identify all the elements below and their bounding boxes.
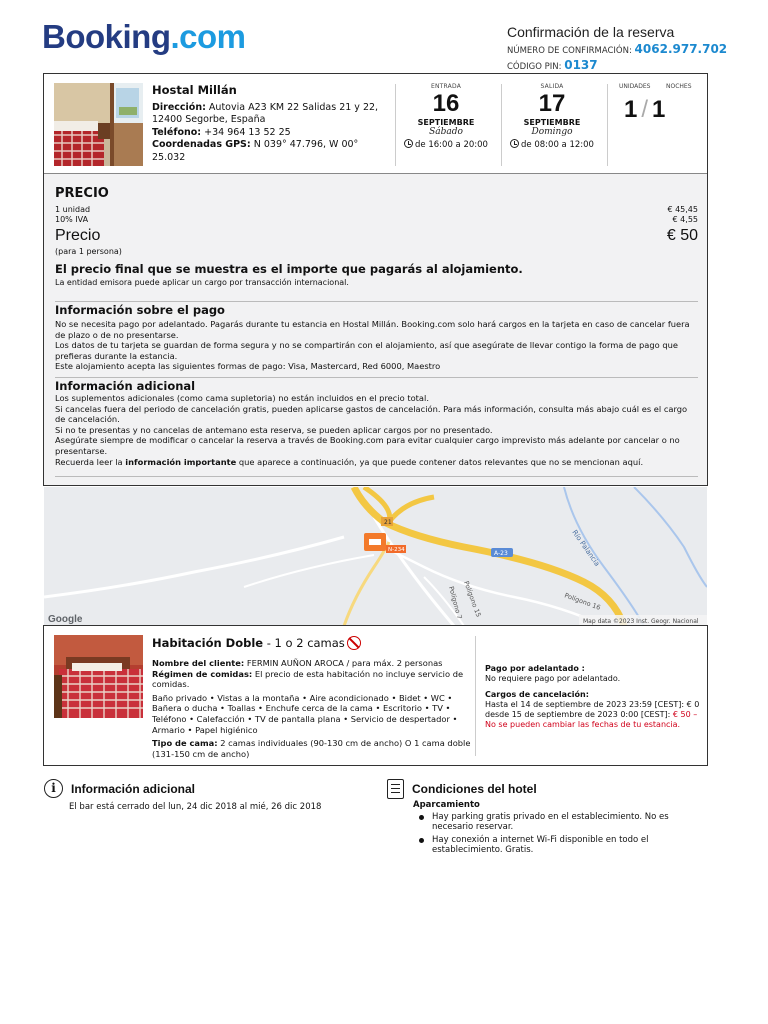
list-item: Hay parking gratis privado en el establecimiento. No es necesario reservar.: [432, 812, 687, 833]
hotel-gps: Coordenadas GPS: N 039° 47.796, W 00° 25.032: [152, 139, 359, 163]
google-logo: Google: [48, 614, 83, 625]
map-credit: Map data ©2023 Inst. Geogr. Nacional: [583, 618, 699, 625]
price-section: PRECIO 1 unidad € 45,45 10% IVA € 4,55 Precio € 50 (para 1 persona) El precio final que se muestra es el importe que pagarás al alojamiento. La entidad emisora puede aplicar un cargo por transacción internacional.: [55, 186, 698, 287]
hotel-address: Dirección: Autovia A23 KM 22 Salidas 21 y 22, 12400 Segorbe, España: [152, 101, 379, 125]
confirmation-header: [507, 24, 757, 72]
divider: [55, 377, 698, 378]
clock-icon: [510, 139, 519, 148]
price-total: Precio € 50: [55, 227, 698, 244]
info-icon: i: [44, 779, 63, 798]
room-name: Habitación Doble: [152, 636, 264, 650]
payment-heading: Información sobre el pago: [55, 303, 225, 317]
room-photo: [54, 635, 143, 718]
hotel-summary: Hostal Millán Dirección: Autovia A23 KM 22 Salidas 21 y 22, 12400 Segorbe, España Teléfono: +34 964 13 52 25 Coordenadas GPS: N 039° 47.796, W 00° 25.032 ENTRADA 16 SEPTIEMBRE Sábado de 16:00 a 20:00 SALIDA 17 SEPTIEMBRE Domingo de 08:00 a 12:00 UNIDADES NOCHES 1 / 1: [44, 74, 707, 174]
no-smoking-icon: [347, 636, 361, 650]
map-label-poligono-15: Polígono 15: [462, 579, 483, 619]
units-count: 1: [624, 96, 638, 123]
divider: [475, 636, 476, 756]
checkin-day: 16: [432, 90, 460, 117]
room-capacity: - 1 o 2 camas: [266, 636, 345, 650]
confirmation-number: 4062.977.702: [634, 42, 728, 56]
map-road-n234: N-234: [388, 547, 405, 553]
additional-info-section: Información adicional Los suplementos adicionales (como cama supletoria) no están incluidos en el precio total. Si cancelas fuera del periodo de cancelación gratis, pueden aplicarse gastos de cancelación. Para más información, consulta más abajo cuál es el cargo de cancelación. Si no te presentas y no cancelas de antemano esta reserva, se pueden aplicar cargos por no presentado. Asegúrate siempre de modificar o cancelar la reserva a través de Booking.com para evitar cualquier cargo imprevisto más adelante por cancelar o no presentarse. Recuerda leer la información importante que aparece a continuación, ya que puede contener datos relevantes que no se mencionan aquí.: [55, 379, 698, 467]
hotel-name: Hostal Millán: [152, 83, 237, 97]
list-item: Hay conexión a internet Wi-Fi disponible en todo el establecimiento. Gratis.: [432, 835, 687, 856]
additional-heading: Información adicional: [55, 379, 196, 393]
checkout-block: SALIDA 17 SEPTIEMBRE Domingo de 08:00 a 12:00: [502, 83, 602, 150]
price-heading: PRECIO: [55, 186, 109, 201]
map-exit-21: 21: [384, 519, 392, 526]
checkin-block: ENTRADA 16 SEPTIEMBRE Sábado de 16:00 a 20:00: [396, 83, 496, 150]
room-payment-info: Pago por adelantado : No requiere pago por adelantado. Cargos de cancelación: Hasta el 14 de septiembre de 2023 23:59 [CEST]: € 0 desde 15 de septiembre de 2023 0:00 [CEST]: € 50 – No se pueden cambiar las fechas de tu estancia.: [485, 664, 700, 729]
hotel-photo: [54, 83, 143, 166]
hotel-conditions: Condiciones del hotel Aparcamiento Hay parking gratis privado en el establecimiento. No es necesario reservar. Hay conexión a internet Wi-Fi disponible en todo el establecimiento. Gratis.: [387, 778, 687, 856]
clock-icon: [404, 139, 413, 148]
important-info-link[interactable]: información importante: [125, 456, 237, 467]
room-box: [43, 625, 708, 766]
confirmation-title: Confirmación de la reserva: [507, 24, 675, 40]
map-label-poligono-7: Polígono 7: [447, 585, 464, 621]
booking-logo: Booking.com: [42, 18, 246, 55]
divider: [607, 84, 608, 166]
divider: [55, 476, 698, 477]
map-label-poligono-16: Polígono 16: [563, 591, 602, 612]
room-info: Habitación Doble - 1 o 2 camas Nombre del cliente: FERMIN AUÑON AROCA / para máx. 2 personas Régimen de comidas: El precio de esta habitación no incluye servicio de comidas. Baño privado • Vistas a la montaña • Aire acondicionado • Bidet • WC • Bañera o ducha • Toallas • Enchufe cerca de la cama • Escritorio • TV • Teléfono • Calefacción • TV de pantalla plana • Servicio de despertador • Armario • Papel higiénico Tipo de cama: 2 camas individuales (90-130 cm de ancho) O 1 cama doble (131-150 cm de ancho): [152, 636, 471, 759]
room-amenities: Baño privado • Vistas a la montaña • Aire acondicionado • Bidet • WC • Bañera o ducha • Toallas • Enchufe cerca de la cama • Escritorio • TV • Teléfono • Calefacción • TV de pantalla plana • Servicio de despertador • Armario • Papel higiénico: [152, 692, 458, 735]
map-road-a23: A-23: [494, 550, 508, 557]
checkout-day: 17: [538, 90, 566, 117]
footer-additional-info: i Información adicional El bar está cerrado del lun, 24 dic 2018 al mié, 26 dic 2018: [44, 778, 364, 812]
confirmation-number-line: NÚMERO DE CONFIRMACIÓN: 4062.977.702: [507, 42, 728, 56]
guest-name: FERMIN AUÑON AROCA / para máx. 2 personas: [246, 658, 443, 668]
reservation-box: [43, 73, 708, 625]
nights-count: 1: [652, 96, 666, 123]
pin-code: 0137: [564, 58, 598, 72]
pin-line: CÓDIGO PIN: 0137: [507, 58, 598, 72]
hotel-info: [152, 84, 392, 164]
final-price-note: El precio final que se muestra es el importe que pagarás al alojamiento.: [55, 262, 523, 276]
document-icon: [387, 779, 404, 799]
map-label-river: Río Palancia: [570, 528, 602, 568]
location-map[interactable]: [44, 487, 707, 626]
hotel-phone: Teléfono: +34 964 13 52 25: [152, 126, 291, 138]
divider: [55, 301, 698, 302]
payment-info-section: Información sobre el pago No se necesita pago por adelantado. Pagarás durante tu estancia en Hostal Millán. Booking.com solo hará cargos en la tarjeta en caso de cancelar fuera de plazo o de no presentarse. Los datos de tu tarjeta se guardan de forma segura y no se compartirán con el alojamiento, así que asegúrate de llevar contigo la forma de pago que prefieras durante la estancia. Este alojamiento acepta las siguientes formas de pago: Visa, Mastercard, Red 6000, Maestro: [55, 303, 698, 372]
